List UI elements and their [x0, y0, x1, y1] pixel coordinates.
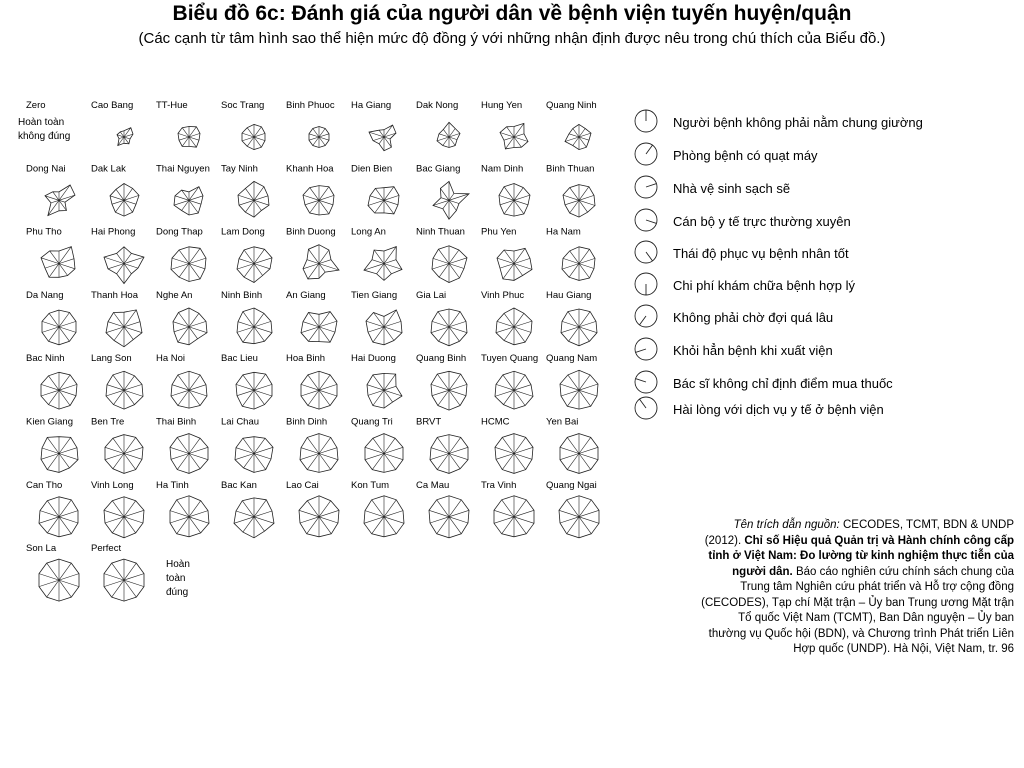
star-polygon — [45, 185, 75, 216]
star-label: Vinh Phuc — [481, 289, 525, 301]
star-thanh-hoa — [91, 290, 142, 347]
star-ben-tre — [91, 417, 143, 474]
star-polygon — [565, 124, 591, 149]
star-bac-kan — [221, 480, 274, 538]
legend-item — [632, 369, 992, 395]
star-label: Lao Cai — [286, 479, 319, 491]
star-perfect — [91, 543, 144, 601]
legend-label: Thái độ phục vụ bệnh nhân tốt — [673, 246, 849, 261]
star-da-nang — [26, 290, 76, 345]
star-thai-nguyen — [156, 163, 210, 215]
star-label: Kon Tum — [351, 479, 390, 491]
star-tien-giang — [351, 290, 402, 345]
star-binh-dinh — [286, 417, 338, 473]
legend-key-icon — [632, 271, 662, 297]
star-bac-lieu — [221, 353, 272, 409]
star-label: Quang Ninh — [546, 100, 597, 111]
star-label: HCMC — [481, 416, 510, 428]
star-label: Tuyen Quang — [481, 353, 539, 365]
star-label: Dien Bien — [351, 163, 393, 175]
star-label: Kien Giang — [26, 416, 74, 428]
star-hung-yen — [481, 100, 528, 149]
perfect-caption-line3: đúng — [166, 587, 189, 598]
star-label: Bac Kan — [221, 479, 257, 491]
star-lao-cai — [286, 480, 339, 537]
legend-item — [632, 336, 992, 362]
star-tay-ninh — [221, 163, 269, 217]
star-label: Ha Noi — [156, 353, 186, 365]
perfect-caption-line2: toàn — [166, 573, 186, 584]
star-label: Khanh Hoa — [286, 163, 334, 175]
star-label: Da Nang — [26, 289, 64, 301]
star-label: Phu Yen — [481, 226, 517, 238]
star-label: Tien Giang — [351, 289, 398, 301]
legend-item — [632, 395, 992, 421]
chart-subtitle: (Các cạnh từ tâm hình sao thể hiện mức độ đồng ý với những nhận định được nêu trong chú thích của Biểu đồ.) — [138, 30, 886, 47]
legend-item — [632, 207, 992, 233]
star-binh-thuan — [546, 163, 595, 217]
star-label: Gia Lai — [416, 289, 447, 301]
star-thai-binh — [156, 417, 208, 474]
star-hai-phong — [91, 227, 144, 284]
star-ha-giang — [351, 100, 396, 151]
star-nghe-an — [156, 290, 207, 345]
star-label: Perfect — [91, 543, 122, 555]
star-quang-tri — [351, 417, 403, 473]
star-label: Binh Phuoc — [286, 100, 335, 111]
legend-label: Không phải chờ đợi quá lâu — [673, 310, 834, 325]
star-label: Lam Dong — [221, 226, 265, 238]
star-label: Dong Thap — [156, 226, 203, 238]
legend-key-icon — [632, 395, 662, 421]
star-an-giang — [286, 290, 337, 342]
star-label: Hung Yen — [481, 100, 523, 111]
star-label: Tay Ninh — [221, 163, 258, 175]
star-label: Binh Duong — [286, 226, 336, 238]
star-tra-vinh — [481, 480, 534, 537]
star-label: Hai Phong — [91, 226, 136, 238]
star-vinh-phuc — [481, 290, 532, 345]
star-ha-tinh — [156, 480, 209, 537]
star-nam-dinh — [481, 163, 530, 216]
star-quang-nam — [546, 353, 598, 409]
star-lai-chau — [221, 417, 273, 473]
star-ca-mau — [416, 480, 469, 538]
star-khanh-hoa — [286, 163, 334, 215]
star-ha-nam — [546, 227, 595, 281]
star-dien-bien — [351, 163, 399, 214]
citation — [700, 518, 1014, 658]
legend-item — [632, 108, 992, 134]
star-ha-noi — [156, 353, 207, 408]
legend-key-icon — [632, 207, 662, 233]
star-label: Son La — [26, 543, 57, 555]
legend-label: Cán bộ y tế trực thường xuyên — [673, 214, 851, 229]
citation-body: Báo cáo nghiên cứu chính sách chung của Trung tâm Nghiên cứu phát triển và Hỗ trợ cộng đồng (CECODES), Tạp chí Mặt trận – Ủy ban Trung ương Mặt trận Tổ quốc Việt Nam (TCMT), Ban Dân nguyện – Ủy ban thường vụ Quốc hội (BDN), và Chương trình Phát triển Liên Hợp quốc (UNDP). Hà Nội, Việt Nam, tr. 96 — [701, 565, 1014, 655]
star-label: Ben Tre — [91, 416, 125, 428]
star-label: Tra Vinh — [481, 479, 517, 491]
zero-caption — [18, 116, 70, 144]
star-label: Phu Tho — [26, 226, 62, 238]
star-label: Ninh Thuan — [416, 226, 465, 238]
star-label: Cao Bang — [91, 100, 134, 111]
star-phu-yen — [481, 227, 532, 281]
zero-caption-line2: không đúng — [18, 131, 71, 142]
star-tt-hue — [156, 100, 200, 147]
star-label: Bac Ninh — [26, 353, 65, 365]
star-plot-grid — [0, 0, 620, 620]
star-label: Soc Trang — [221, 100, 265, 111]
star-label: Quang Ngai — [546, 479, 597, 491]
star-tuyen-quang — [481, 353, 538, 409]
legend-item — [632, 271, 992, 297]
legend-label: Bác sĩ không chỉ định điểm mua thuốc — [673, 376, 893, 391]
star-label: Dak Lak — [91, 163, 126, 175]
star-label: Hai Duong — [351, 353, 396, 365]
legend-label: Chi phí khám chữa bệnh hợp lý — [673, 278, 855, 293]
star-label: Long An — [351, 226, 386, 238]
star-yen-bai — [546, 417, 598, 474]
legend-label: Người bệnh không phải nằm chung giường — [673, 115, 923, 130]
star-label: Binh Dinh — [286, 416, 328, 428]
star-hai-duong — [351, 353, 402, 408]
star-hoa-binh — [286, 353, 337, 409]
star-label: Dak Nong — [416, 100, 459, 111]
star-label: Quang Nam — [546, 353, 598, 365]
star-hcmc — [481, 417, 533, 474]
legend-key-icon — [632, 369, 662, 395]
star-label: Hau Giang — [546, 289, 592, 301]
legend-label: Nhà vệ sinh sạch sẽ — [673, 181, 791, 196]
star-son-la — [26, 543, 79, 601]
zero-caption-line1: Hoàn toàn — [18, 117, 65, 128]
star-label: Binh Thuan — [546, 163, 595, 175]
star-label: An Giang — [286, 289, 326, 301]
star-polygon — [303, 245, 339, 279]
citation-title: Chỉ số Hiệu quả Quản trị và Hành chính công cấp tỉnh ở Việt Nam: Đo lường từ kinh nghiệm thực tiễn của người dân. — [708, 534, 1014, 578]
legend-key-icon — [632, 108, 662, 134]
star-label: Quang Binh — [416, 353, 467, 365]
star-ninh-binh — [221, 290, 272, 344]
star-label: Ca Mau — [416, 479, 450, 491]
star-can-tho — [26, 480, 78, 537]
star-phu-tho — [26, 227, 75, 278]
star-quang-ngai — [546, 480, 599, 538]
star-label: Lai Chau — [221, 416, 260, 428]
star-label: TT-Hue — [156, 100, 188, 111]
star-vinh-long — [91, 480, 144, 538]
legend-key-icon — [632, 239, 662, 265]
star-brvt — [416, 417, 468, 474]
star-quang-ninh — [546, 100, 597, 150]
star-cao-bang — [91, 100, 133, 146]
legend-key-icon — [632, 336, 662, 362]
star-hau-giang — [546, 290, 597, 346]
star-lang-son — [91, 353, 143, 409]
star-polygon — [437, 122, 460, 147]
star-quang-binh — [416, 353, 467, 410]
star-label: Yen Bai — [546, 416, 579, 428]
star-binh-duong — [286, 227, 339, 279]
star-label: Thanh Hoa — [91, 289, 139, 301]
star-polygon — [369, 125, 396, 151]
star-ninh-thuan — [416, 227, 467, 283]
star-label: Ha Tinh — [156, 479, 189, 491]
legend-label: Hài lòng với dịch vụ y tế ở bệnh viện — [673, 402, 884, 417]
legend-key-icon — [632, 303, 662, 329]
star-dak-nong — [416, 100, 460, 148]
star-kien-giang — [26, 417, 78, 473]
star-polygon — [433, 181, 469, 219]
star-lam-dong — [221, 227, 272, 283]
star-dong-thap — [156, 227, 206, 282]
star-kon-tum — [351, 480, 404, 537]
star-label: Nghe An — [156, 289, 193, 301]
star-label: Ha Nam — [546, 226, 581, 238]
citation-authors: CECODES, TCMT, BDN & UNDP (2012). — [704, 519, 1014, 547]
star-label: Zero — [26, 100, 46, 111]
star-bac-ninh — [26, 353, 77, 409]
legend-label: Khỏi hẳn bệnh khi xuất viện — [673, 343, 833, 358]
star-label: Ha Giang — [351, 100, 392, 111]
legend-item — [632, 174, 992, 200]
legend-key-icon — [632, 141, 662, 167]
star-label: Can Tho — [26, 479, 63, 491]
star-label: Vinh Long — [91, 479, 134, 491]
star-gia-lai — [416, 290, 467, 346]
star-soc-trang — [221, 100, 265, 150]
star-label: Thai Binh — [156, 416, 197, 428]
star-label: Bac Lieu — [221, 353, 258, 365]
legend-key-icon — [632, 174, 662, 200]
star-label: Nam Dinh — [481, 163, 524, 175]
star-dak-lak — [91, 163, 139, 216]
perfect-caption-line1: Hoàn — [166, 559, 190, 570]
perfect-caption — [166, 558, 190, 600]
star-long-an — [351, 227, 402, 281]
star-label: Dong Nai — [26, 163, 66, 175]
star-bac-giang — [416, 163, 469, 219]
legend-item — [632, 239, 992, 265]
legend-item — [632, 141, 992, 167]
star-label: Ninh Binh — [221, 289, 263, 301]
star-dong-nai — [26, 163, 75, 215]
star-binh-phuoc — [286, 100, 335, 148]
star-label: BRVT — [416, 416, 442, 428]
legend-item — [632, 303, 992, 329]
star-label: Lang Son — [91, 353, 132, 365]
star-label: Bac Giang — [416, 163, 461, 175]
legend-label: Phòng bệnh có quạt máy — [673, 148, 818, 163]
chart-title: Biểu đồ 6c: Đánh giá của người dân về bệnh viện tuyến huyện/quận — [172, 2, 852, 25]
star-label: Thai Nguyen — [156, 163, 210, 175]
star-label: Quang Tri — [351, 416, 393, 428]
star-label: Hoa Binh — [286, 353, 326, 365]
citation-prefix: Tên trích dẫn nguồn: — [733, 519, 840, 531]
